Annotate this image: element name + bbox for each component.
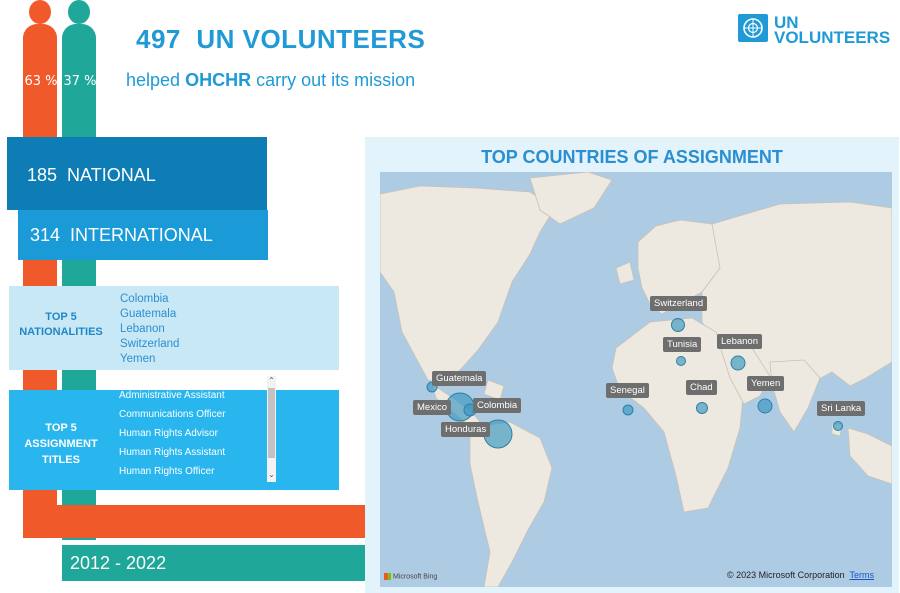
map-title: TOP COUNTRIES OF ASSIGNMENT <box>481 147 783 167</box>
map-label-colombia[interactable]: Colombia <box>473 398 521 413</box>
page-title <box>136 24 425 55</box>
bubble-tunisia[interactable] <box>677 357 686 366</box>
bing-logo: Microsoft Bing <box>384 573 437 580</box>
scrollbar-thumb[interactable] <box>268 388 275 458</box>
bubble-senegal[interactable] <box>623 405 633 415</box>
bubble-switzerland[interactable] <box>672 319 685 332</box>
nationalities-panel <box>9 286 339 370</box>
list-item: Colombia <box>120 293 169 305</box>
nationalities-label: TOP 5 NATIONALITIES <box>19 311 103 338</box>
national-label: NATIONAL <box>67 165 156 185</box>
map-label-guatemala[interactable]: Guatemala <box>432 371 486 386</box>
list-item: Administrative Assistant <box>119 390 225 401</box>
orange-stripe-bottom <box>23 505 365 538</box>
map-panel <box>365 137 899 593</box>
terms-link[interactable]: Terms <box>849 570 874 580</box>
bubble-sri-lanka[interactable] <box>834 422 843 431</box>
male-percentage: 37 % <box>63 74 97 89</box>
period-band <box>62 545 365 581</box>
national-band <box>7 137 267 210</box>
assignment-list-box[interactable] <box>113 376 285 484</box>
male-head-icon <box>68 0 90 24</box>
assignment-panel <box>9 376 339 490</box>
list-item: Communications Officer <box>119 409 226 420</box>
list-item: Human Rights Advisor <box>119 428 218 439</box>
scrollbar[interactable] <box>267 376 276 482</box>
map-label-mexico[interactable]: Mexico <box>413 400 451 415</box>
title-text: UN VOLUNTEERS <box>196 24 426 54</box>
list-item: Switzerland <box>120 338 180 350</box>
un-emblem-icon <box>738 14 768 42</box>
list-item: Human Rights Officer <box>119 466 215 477</box>
male-figure <box>60 0 98 140</box>
assignment-label: TOP 5 ASSIGNMENT TITLES <box>24 422 98 466</box>
windows-icon <box>384 573 391 580</box>
logo-text: UN VOLUNTEERS <box>774 13 891 47</box>
org-name: OHCHR <box>185 70 252 90</box>
nationalities-list <box>120 292 179 367</box>
map-label-sri-lanka[interactable]: Sri Lanka <box>817 401 865 416</box>
volunteer-total: 497 <box>136 24 181 54</box>
bubble-chad[interactable] <box>697 403 708 414</box>
map-label-tunisia[interactable]: Tunisia <box>663 337 701 352</box>
map-copyright: © 2023 Microsoft Corporation Terms <box>726 570 874 580</box>
female-figure <box>21 0 59 140</box>
list-item: Lebanon <box>120 323 165 335</box>
bubble-lebanon[interactable] <box>731 356 745 370</box>
period-text: 2012 - 2022 <box>70 553 167 573</box>
un-volunteers-logo <box>738 14 894 46</box>
international-band <box>18 210 268 260</box>
map-label-honduras[interactable]: Honduras <box>441 422 490 437</box>
international-label: INTERNATIONAL <box>70 225 213 245</box>
map-label-yemen[interactable]: Yemen <box>747 376 784 391</box>
list-item: Guatemala <box>120 308 177 320</box>
subtitle: helped OHCHR carry out its mission <box>126 70 416 90</box>
national-count: 185 <box>27 165 58 185</box>
list-item: Human Rights Assistant <box>119 447 226 458</box>
assignment-list <box>119 386 226 481</box>
female-percentage: 63 % <box>24 74 58 89</box>
map-label-senegal[interactable]: Senegal <box>606 383 649 398</box>
international-count: 314 <box>30 225 61 245</box>
chevron-up-icon[interactable]: ⌃ <box>268 376 275 385</box>
female-head-icon <box>29 0 51 24</box>
world-map[interactable] <box>380 172 892 587</box>
map-label-switzerland[interactable]: Switzerland <box>650 296 707 311</box>
map-label-lebanon[interactable]: Lebanon <box>717 334 762 349</box>
list-item: Yemen <box>120 353 156 365</box>
chevron-down-icon[interactable]: ⌄ <box>268 470 275 479</box>
bubble-yemen[interactable] <box>758 399 772 413</box>
map-label-chad[interactable]: Chad <box>686 380 717 395</box>
